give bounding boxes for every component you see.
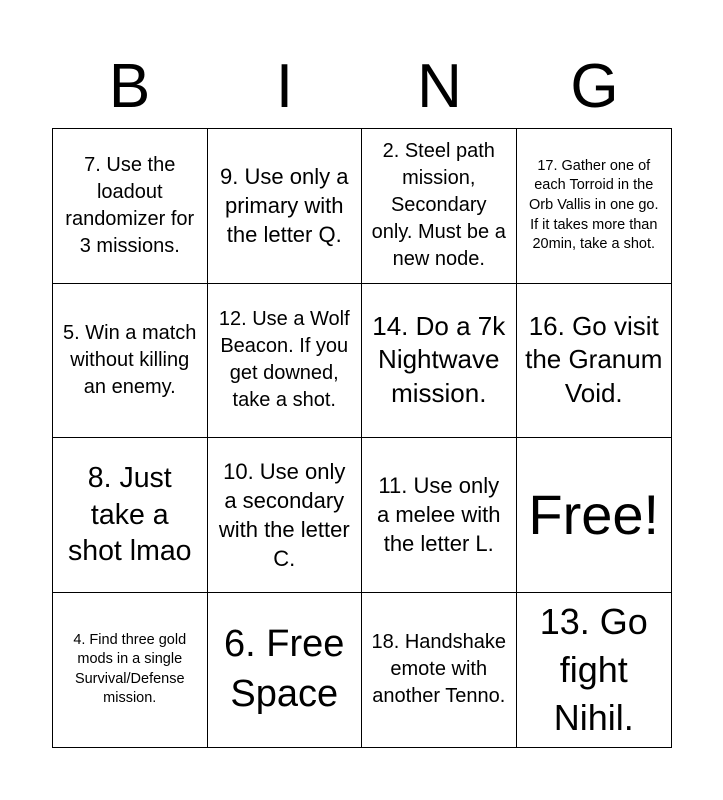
- bingo-cell-r4c2[interactable]: 6. Free Space: [208, 593, 363, 748]
- bingo-cell-r3c1[interactable]: 8. Just take a shot lmao: [53, 438, 208, 593]
- header-letter-b: B: [108, 52, 151, 121]
- bingo-cell-r4c3[interactable]: 18. Handshake emote with another Tenno.: [362, 593, 517, 748]
- bingo-cell-r1c1[interactable]: 7. Use the loadout randomizer for 3 missions.: [53, 129, 208, 284]
- header-letter-n: N: [417, 52, 462, 121]
- bingo-cell-r1c3[interactable]: 2. Steel path mission, Secondary only. Must be a new node.: [362, 129, 517, 284]
- bingo-cell-r2c2[interactable]: 12. Use a Wolf Beacon. If you get downed, take a shot.: [208, 284, 363, 439]
- bingo-cell-r1c4[interactable]: 17. Gather one of each Torroid in the Orb Vallis in one go. If it takes more than 20min, take a shot.: [517, 129, 672, 284]
- header-letter-g: G: [570, 52, 619, 121]
- bingo-cell-r1c2[interactable]: 9. Use only a primary with the letter Q.: [208, 129, 363, 284]
- bingo-cell-r4c1[interactable]: 4. Find three gold mods in a single Survival/Defense mission.: [53, 593, 208, 748]
- bingo-cell-r2c4[interactable]: 16. Go visit the Granum Void.: [517, 284, 672, 439]
- bingo-cell-r2c1[interactable]: 5. Win a match without killing an enemy.: [53, 284, 208, 439]
- bingo-cell-r3c2[interactable]: 10. Use only a secondary with the letter C.: [208, 438, 363, 593]
- header-letter-i: I: [275, 52, 294, 121]
- bingo-cell-r2c3[interactable]: 14. Do a 7k Nightwave mission.: [362, 284, 517, 439]
- bingo-cell-free[interactable]: Free!: [517, 438, 672, 593]
- bingo-board: [52, 128, 672, 748]
- bingo-cell-r4c4[interactable]: 13. Go fight Nihil.: [539, 601, 648, 738]
- bingo-header: [52, 52, 672, 122]
- bingo-cell-r3c3[interactable]: 11. Use only a melee with the letter L.: [362, 438, 517, 593]
